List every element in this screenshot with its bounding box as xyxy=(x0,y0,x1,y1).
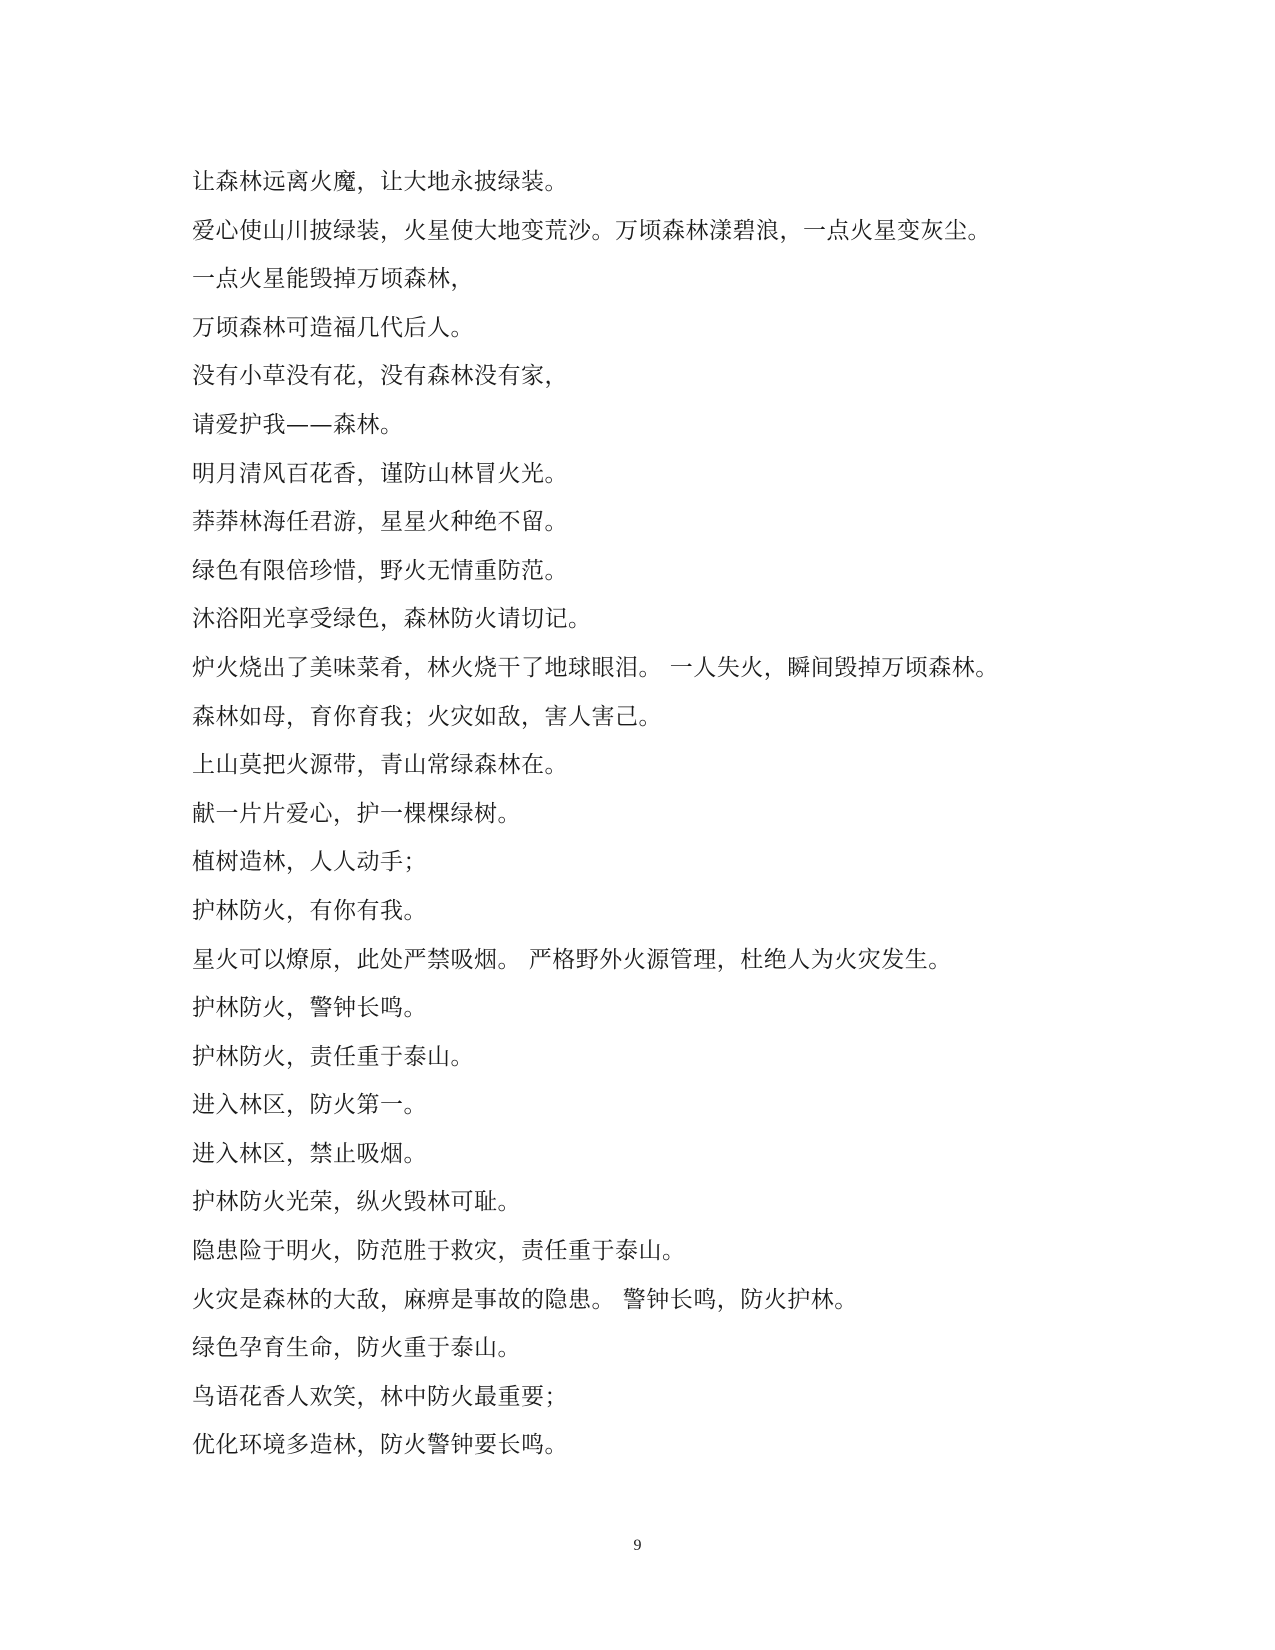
text-line: 绿色有限倍珍惜，野火无情重防范。 xyxy=(192,557,568,584)
text-line: 绿色孕育生命，防火重于泰山。 xyxy=(192,1335,521,1362)
text-line: 鸟语花香人欢笑，林中防火最重要； xyxy=(192,1383,568,1410)
text-line: 护林防火，责任重于泰山。 xyxy=(192,1043,474,1070)
text-line: 进入林区，防火第一。 xyxy=(192,1092,427,1119)
text-line: 万顷森林可造福几代后人。 xyxy=(192,314,474,341)
slogan-list xyxy=(192,158,1112,1470)
text-line: 星火可以燎原，此处严禁吸烟。 严格野外火源管理，杜绝人为火灾发生。 xyxy=(192,946,952,973)
text-line: 沐浴阳光享受绿色，森林防火请切记。 xyxy=(192,606,592,633)
text-line: 优化环境多造林，防火警钟要长鸣。 xyxy=(192,1432,568,1459)
text-line: 献一片片爱心，护一棵棵绿树。 xyxy=(192,800,521,827)
text-line: 爱心使山川披绿装，火星使大地变荒沙。万顷森林漾碧浪，一点火星变灰尘。 xyxy=(192,217,991,244)
text-line: 明月清风百花香，谨防山林冒火光。 xyxy=(192,460,568,487)
text-line: 一点火星能毁掉万顷森林， xyxy=(192,266,474,293)
text-line: 森林如母，育你育我；火灾如敌，害人害己。 xyxy=(192,703,662,730)
text-line: 炉火烧出了美味菜肴，林火烧干了地球眼泪。 一人失火，瞬间毁掉万顷森林。 xyxy=(192,654,999,681)
text-line: 进入林区，禁止吸烟。 xyxy=(192,1140,427,1167)
text-line: 隐患险于明火，防范胜于救灾，责任重于泰山。 xyxy=(192,1238,686,1265)
text-line: 莽莽林海任君游，星星火种绝不留。 xyxy=(192,509,568,536)
text-line: 护林防火光荣，纵火毁林可耻。 xyxy=(192,1189,521,1216)
text-line: 让森林远离火魔，让大地永披绿装。 xyxy=(192,169,568,195)
text-line: 火灾是森林的大敌，麻痹是事故的隐患。 警钟长鸣，防火护林。 xyxy=(192,1286,858,1313)
text-line: 请爱护我——森林。 xyxy=(192,411,404,438)
text-line: 护林防火，有你有我。 xyxy=(192,897,427,924)
text-line: 植树造林，人人动手； xyxy=(192,849,427,876)
page-number: 9 xyxy=(633,1537,642,1554)
text-line: 上山莫把火源带，青山常绿森林在。 xyxy=(192,752,568,779)
text-line: 护林防火，警钟长鸣。 xyxy=(192,995,427,1022)
text-line: 没有小草没有花，没有森林没有家， xyxy=(192,363,568,390)
